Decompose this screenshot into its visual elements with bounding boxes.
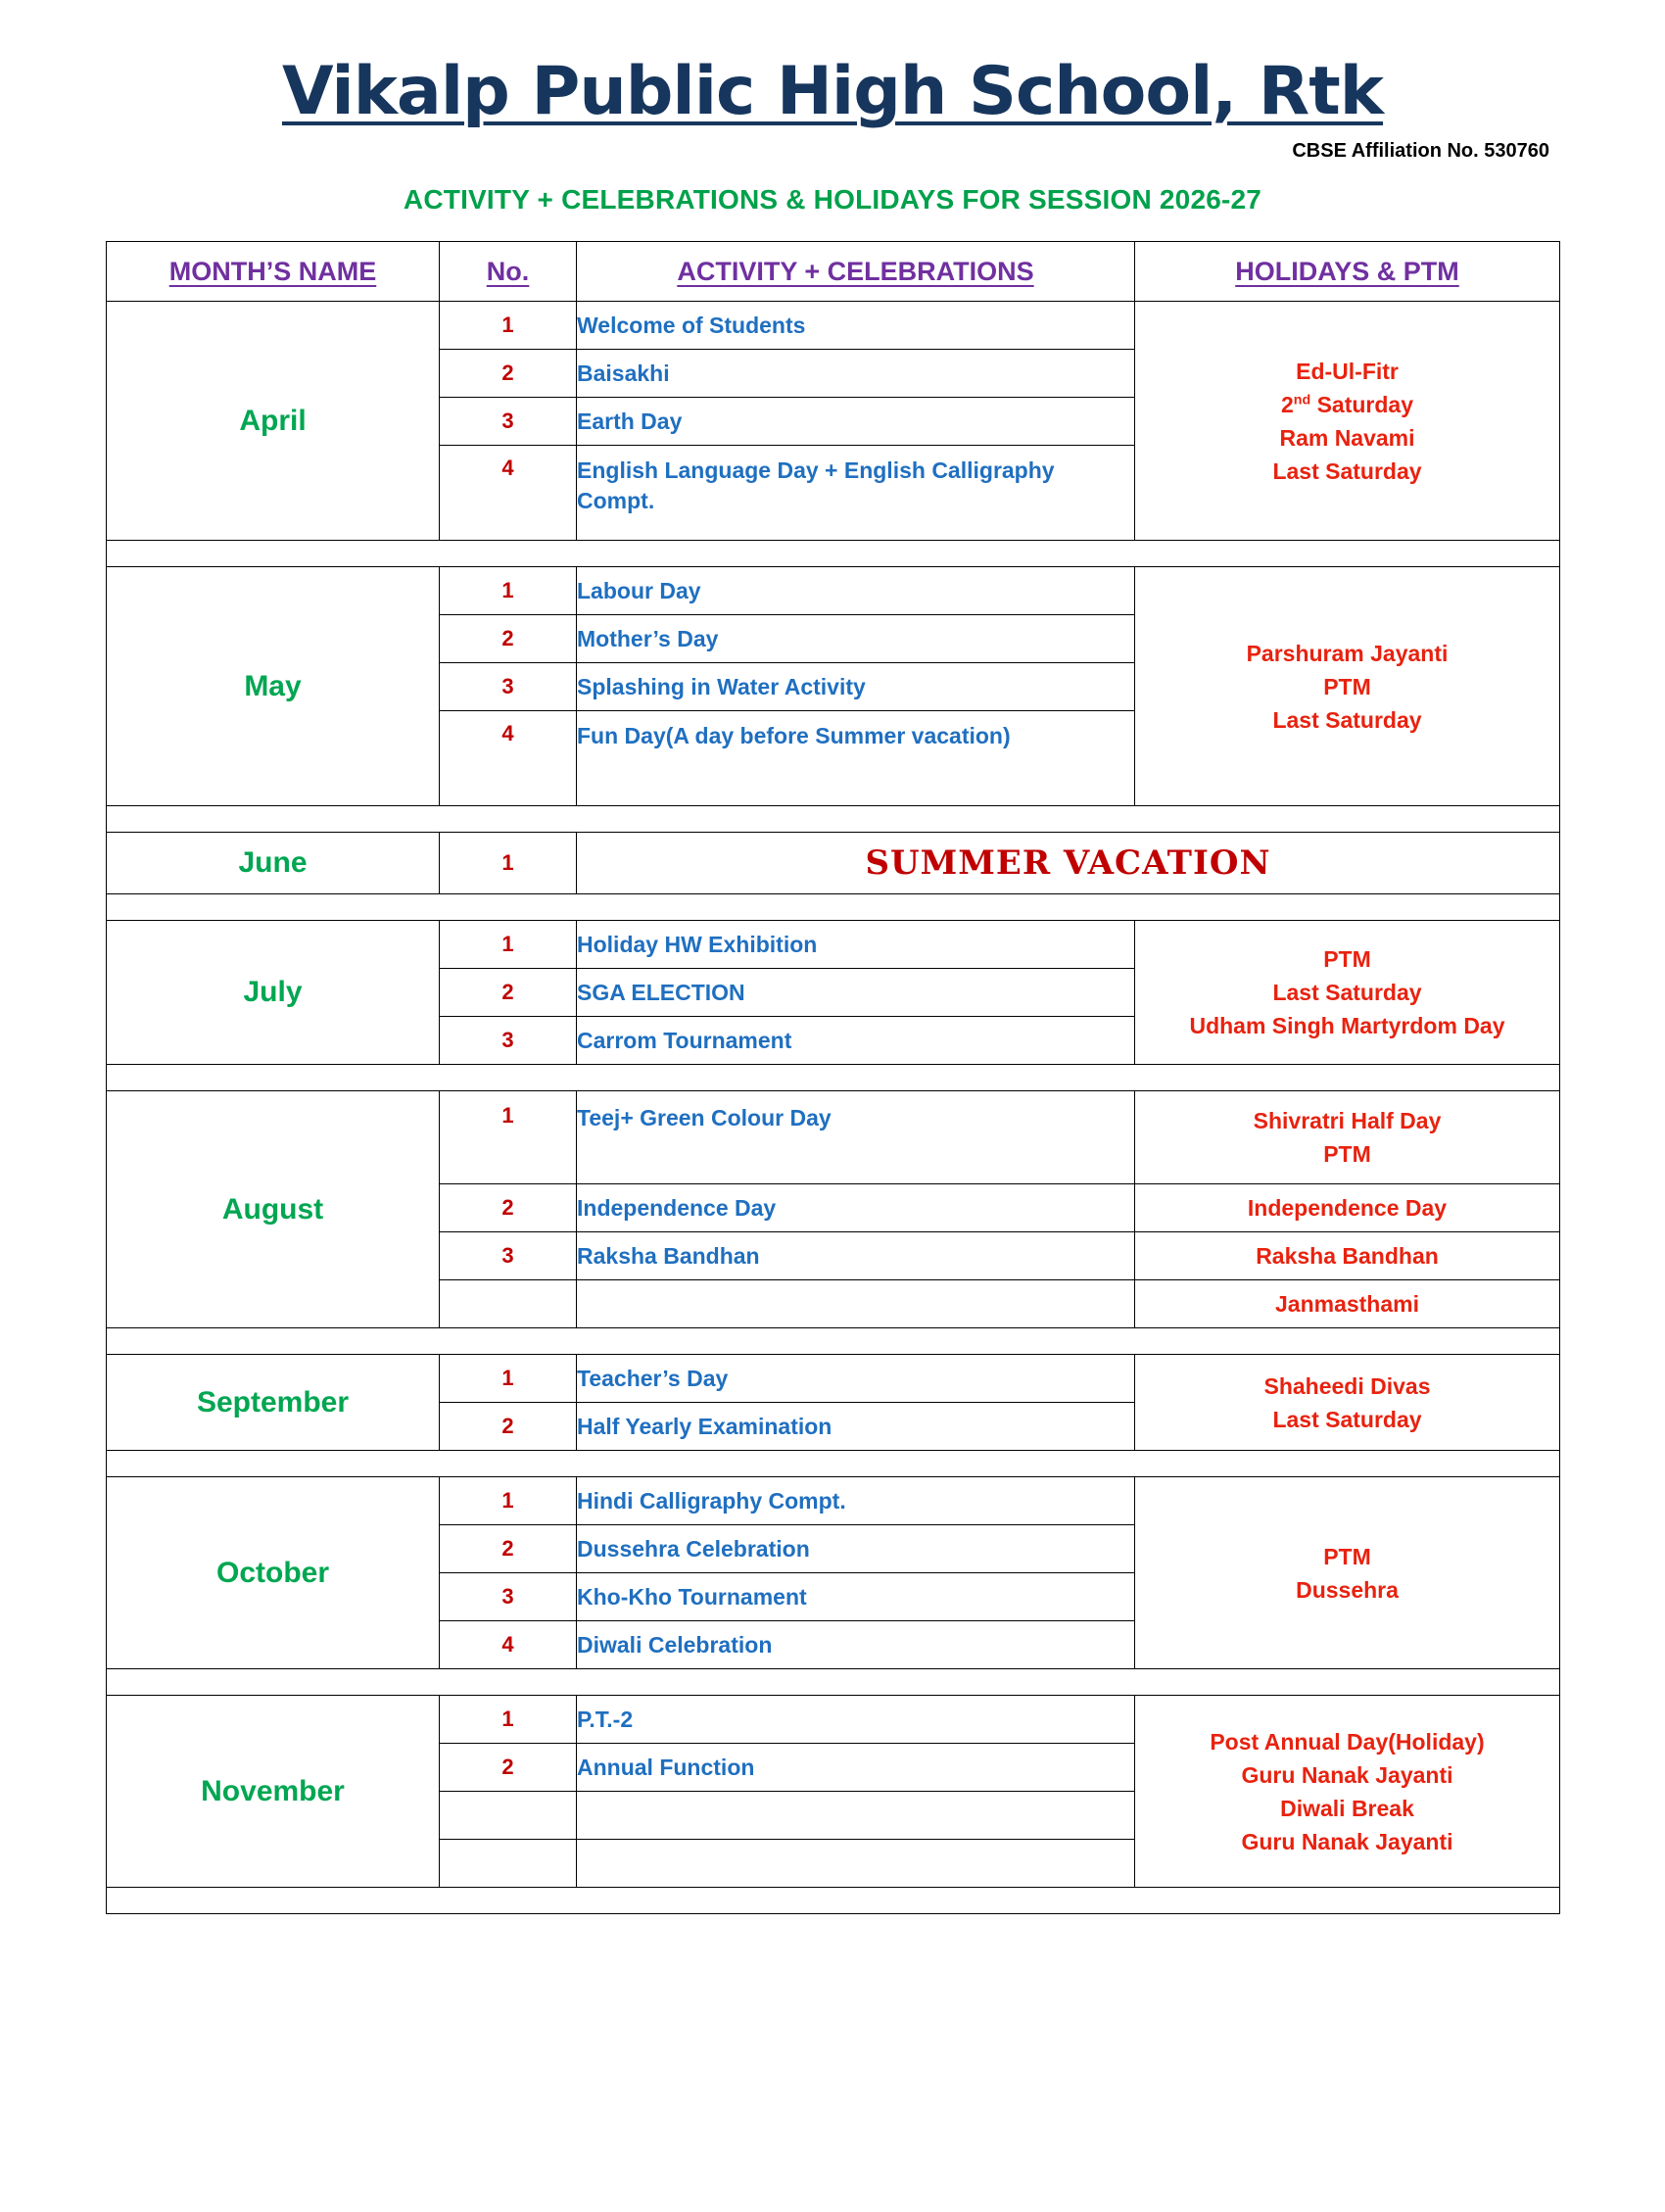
holiday-cell-august-3: Raksha Bandhan: [1135, 1232, 1560, 1280]
holiday-cell-september: [1135, 1355, 1560, 1451]
holiday-item: Shaheedi Divas: [1263, 1372, 1431, 1399]
holiday-item: Last Saturday: [1272, 706, 1422, 733]
activity-text: [577, 1840, 1135, 1888]
holiday-item: Guru Nanak Jayanti: [1241, 1761, 1453, 1788]
page-title-text: Vikalp Public High School, Rtk: [281, 53, 1384, 130]
activity-number: 2: [440, 1744, 577, 1792]
activity-text: P.T.-2: [577, 1696, 1135, 1744]
table-row: [107, 1696, 1560, 1744]
activity-text: Holiday HW Exhibition: [577, 921, 1135, 969]
holiday-item: Diwali Break: [1280, 1795, 1414, 1821]
affiliation-number: CBSE Affiliation No. 530760: [1292, 140, 1549, 163]
activity-number: [440, 1280, 577, 1328]
activity-number: 1: [440, 1091, 577, 1184]
activity-text: Annual Function: [577, 1744, 1135, 1792]
activity-number: 4: [440, 446, 577, 541]
holiday-item: Ed-Ul-Fitr: [1296, 358, 1399, 384]
activity-number: 3: [440, 1232, 577, 1280]
row-separator: [107, 1328, 1560, 1355]
holiday-cell-november: [1135, 1696, 1560, 1888]
holiday-item: Last Saturday: [1272, 980, 1422, 1006]
holiday-cell-august-2: Independence Day: [1135, 1184, 1560, 1232]
row-separator: [107, 541, 1560, 567]
holiday-item: PTM: [1323, 946, 1371, 973]
activity-text: Teej+ Green Colour Day: [577, 1091, 1135, 1184]
month-cell-may: May: [107, 567, 440, 806]
activity-number: 1: [440, 1355, 577, 1403]
column-header-no: No.: [440, 242, 577, 302]
holiday-cell-october: [1135, 1477, 1560, 1669]
holiday-cell-may: [1135, 567, 1560, 806]
document-subtitle: ACTIVITY + CELEBRATIONS & HOLIDAYS FOR SESSION 2026-27: [403, 184, 1262, 216]
month-cell-october: October: [107, 1477, 440, 1669]
holiday-item: Guru Nanak Jayanti: [1241, 1828, 1453, 1854]
table-row: [107, 1477, 1560, 1525]
summer-vacation-banner: SUMMER VACATION: [577, 833, 1560, 894]
table-row: [107, 833, 1560, 894]
activity-number: 2: [440, 615, 577, 663]
page-title: [106, 53, 1559, 130]
holiday-cell-august-4: Janmasthami: [1135, 1280, 1560, 1328]
table-row: [107, 302, 1560, 350]
holiday-item: Dussehra: [1296, 1576, 1399, 1603]
activity-text: Welcome of Students: [577, 302, 1135, 350]
month-cell-april: April: [107, 302, 440, 541]
holiday-item: Shivratri Half Day: [1253, 1108, 1442, 1134]
activity-number: 1: [440, 302, 577, 350]
column-header-month: MONTH’S NAME: [107, 242, 440, 302]
activity-text: Half Yearly Examination: [577, 1403, 1135, 1451]
holiday-item: Parshuram Jayanti: [1246, 640, 1449, 666]
activity-number: 4: [440, 711, 577, 806]
month-cell-june: June: [107, 833, 440, 894]
holiday-item: Post Annual Day(Holiday): [1210, 1728, 1485, 1755]
month-cell-september: September: [107, 1355, 440, 1451]
activity-number: 1: [440, 1477, 577, 1525]
activity-number: 1: [440, 921, 577, 969]
activity-text: Mother’s Day: [577, 615, 1135, 663]
holiday-item: Last Saturday: [1272, 457, 1422, 484]
activity-number: [440, 1792, 577, 1840]
table-row: [107, 567, 1560, 615]
activity-text: Independence Day: [577, 1184, 1135, 1232]
activity-text: Baisakhi: [577, 350, 1135, 398]
holiday-item: PTM: [1323, 1141, 1371, 1168]
table-header-row: [107, 242, 1560, 302]
activity-text: Dussehra Celebration: [577, 1525, 1135, 1573]
activity-number: 3: [440, 1573, 577, 1621]
holiday-item: 2nd Saturday: [1280, 391, 1414, 417]
activity-text: Earth Day: [577, 398, 1135, 446]
row-separator: [107, 1888, 1560, 1914]
activity-text: SGA ELECTION: [577, 969, 1135, 1017]
activity-text: Raksha Bandhan: [577, 1232, 1135, 1280]
holiday-cell-july: [1135, 921, 1560, 1065]
activity-number: 2: [440, 350, 577, 398]
activity-number: 4: [440, 1621, 577, 1669]
activity-text: Diwali Celebration: [577, 1621, 1135, 1669]
activity-number: 3: [440, 663, 577, 711]
activity-text: English Language Day + English Calligraphy Compt.: [577, 446, 1135, 541]
row-separator: [107, 1669, 1560, 1696]
activity-text: Teacher’s Day: [577, 1355, 1135, 1403]
activity-text: [577, 1792, 1135, 1840]
activity-number: 1: [440, 567, 577, 615]
document-page: [0, 53, 1665, 2212]
activity-text: Fun Day(A day before Summer vacation): [577, 711, 1135, 806]
activity-calendar-table: [106, 241, 1560, 1914]
activity-number: [440, 1840, 577, 1888]
holiday-cell-april: [1135, 302, 1560, 541]
month-cell-november: November: [107, 1696, 440, 1888]
table-row: [107, 1091, 1560, 1184]
activity-text: Splashing in Water Activity: [577, 663, 1135, 711]
holiday-item: PTM: [1323, 1543, 1371, 1569]
activity-text: [577, 1280, 1135, 1328]
row-separator: [107, 894, 1560, 921]
table-row: [107, 1355, 1560, 1403]
activity-number: 2: [440, 969, 577, 1017]
activity-number: 2: [440, 1403, 577, 1451]
month-cell-july: July: [107, 921, 440, 1065]
activity-number: 2: [440, 1525, 577, 1573]
column-header-activity: ACTIVITY + CELEBRATIONS: [577, 242, 1135, 302]
holiday-item: Udham Singh Martyrdom Day: [1189, 1013, 1505, 1039]
table-row: [107, 921, 1560, 969]
row-separator: [107, 1065, 1560, 1091]
activity-number: 3: [440, 1017, 577, 1065]
month-cell-august: August: [107, 1091, 440, 1328]
activity-text: Kho-Kho Tournament: [577, 1573, 1135, 1621]
row-separator: [107, 1451, 1560, 1477]
activity-number: 1: [440, 833, 577, 894]
activity-text: Labour Day: [577, 567, 1135, 615]
holiday-cell-august-1: [1135, 1091, 1560, 1184]
activity-number: 1: [440, 1696, 577, 1744]
activity-number: 3: [440, 398, 577, 446]
holiday-item: PTM: [1323, 673, 1371, 699]
row-separator: [107, 806, 1560, 833]
holiday-item: Ram Navami: [1279, 424, 1415, 451]
activity-text: Hindi Calligraphy Compt.: [577, 1477, 1135, 1525]
activity-number: 2: [440, 1184, 577, 1232]
activity-text: Carrom Tournament: [577, 1017, 1135, 1065]
column-header-holidays: HOLIDAYS & PTM: [1135, 242, 1560, 302]
holiday-item: Last Saturday: [1272, 1406, 1422, 1432]
